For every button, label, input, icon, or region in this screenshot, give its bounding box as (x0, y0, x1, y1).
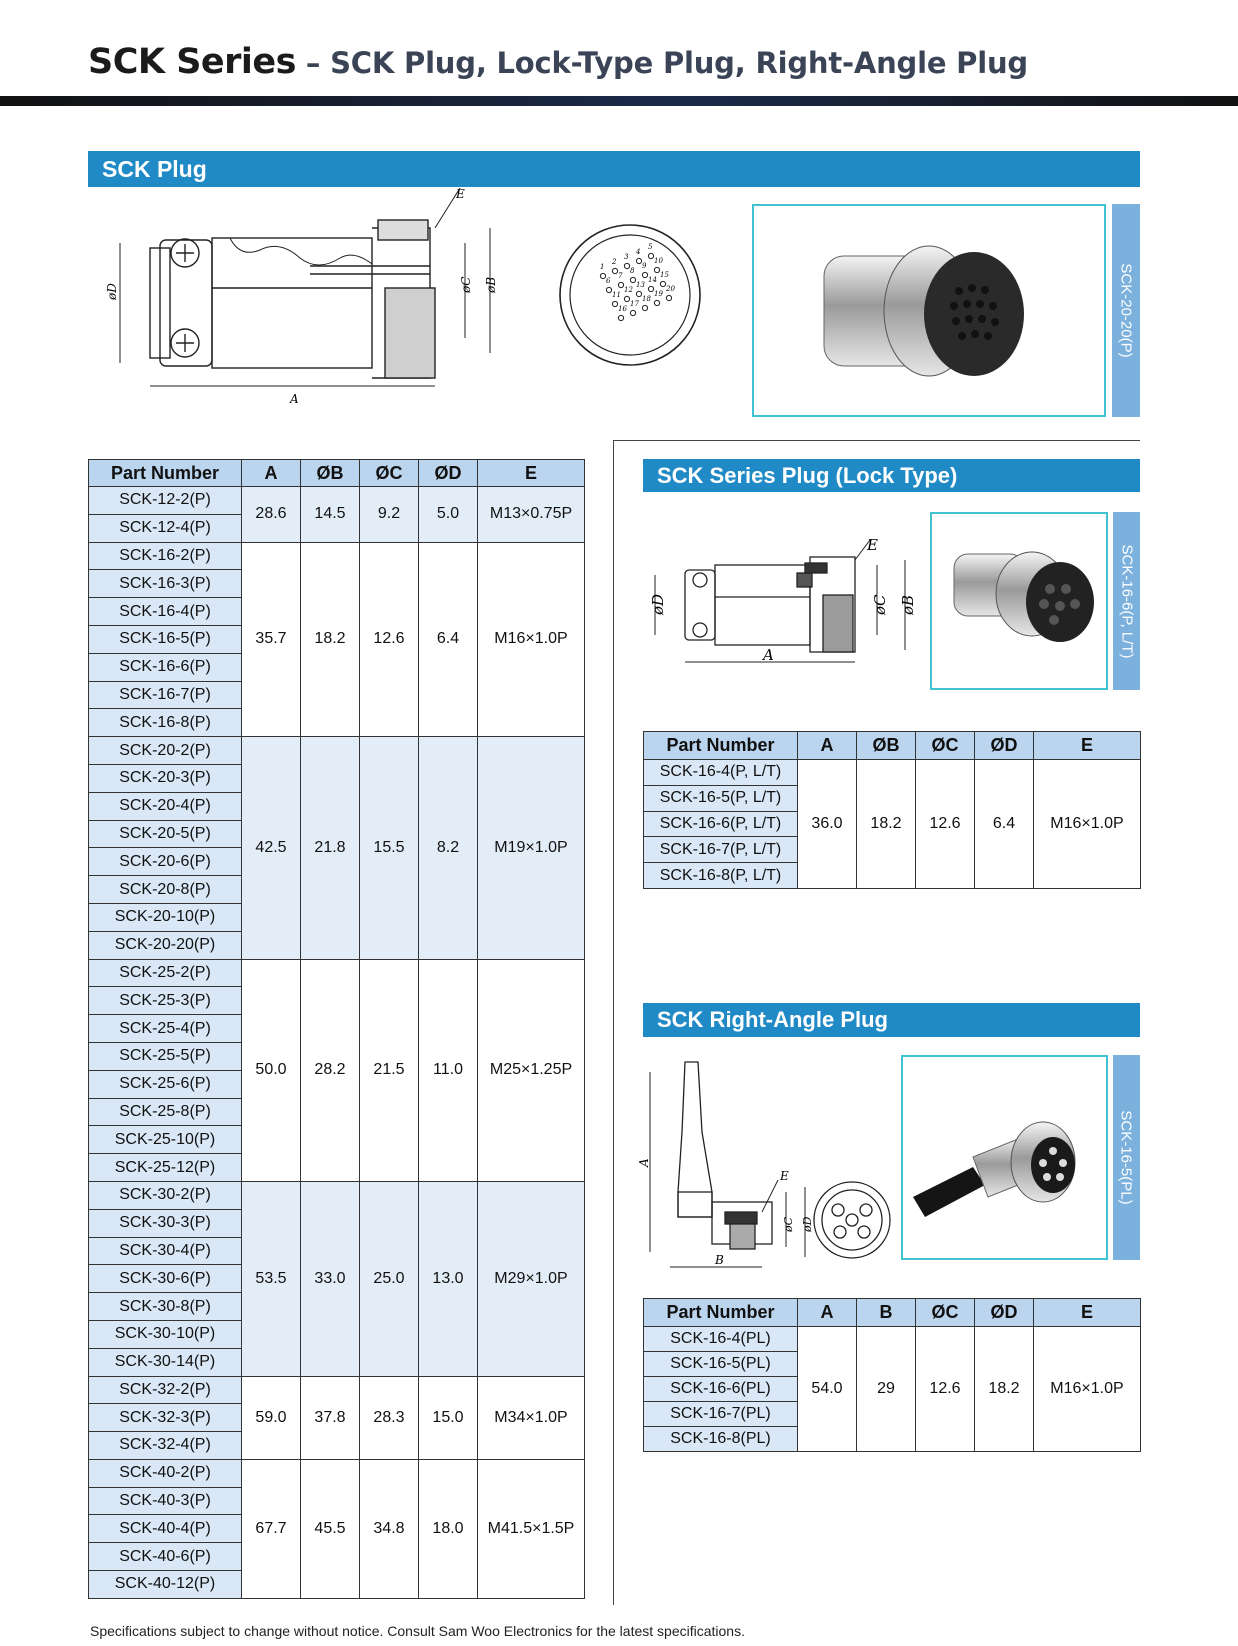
part-number-cell: SCK-16-4(P) (89, 598, 242, 626)
pin-label: 3 (624, 253, 629, 261)
col-c: ØC (916, 732, 975, 760)
pin-label: 2 (612, 258, 617, 266)
pin-hole (600, 273, 605, 278)
col-b: ØB (301, 460, 360, 487)
part-number-cell: SCK-16-7(P) (89, 681, 242, 709)
sck-plug-table (88, 459, 585, 1599)
col-c: ØC (916, 1299, 975, 1327)
part-number-cell: SCK-30-8(P) (89, 1293, 242, 1321)
part-number-cell: SCK-16-5(P) (89, 625, 242, 653)
table-row (89, 1181, 585, 1209)
column-divider (613, 440, 614, 1605)
part-number-cell: SCK-20-8(P) (89, 876, 242, 904)
table-row (89, 487, 585, 515)
spec-cell-c: 12.6 (360, 542, 419, 737)
spec-cell-b: 29 (857, 1327, 916, 1452)
part-number-cell: SCK-32-4(P) (89, 1432, 242, 1460)
spec-cell-b: 21.8 (301, 737, 360, 959)
sck-plug-photo-label-text: SCK-20-20(P) (1117, 263, 1135, 358)
spec-cell-b: 18.2 (301, 542, 360, 737)
pin-label: 6 (606, 277, 611, 285)
part-number-cell: SCK-16-7(PL) (644, 1402, 798, 1427)
spec-cell-e: M41.5×1.5P (478, 1459, 585, 1598)
plug-dim-c: øC (459, 276, 473, 293)
spec-cell-e: M19×1.0P (478, 737, 585, 959)
spec-cell-d: 18.0 (419, 1459, 478, 1598)
part-number-cell: SCK-16-8(P, L/T) (644, 863, 798, 889)
table-row (644, 760, 1141, 786)
spec-cell-a: 53.5 (242, 1181, 301, 1376)
part-number-cell: SCK-20-10(P) (89, 903, 242, 931)
lock-plug-table (643, 731, 1141, 889)
right-angle-table (643, 1298, 1141, 1452)
part-number-cell: SCK-30-10(P) (89, 1320, 242, 1348)
spec-cell-b: 45.5 (301, 1459, 360, 1598)
part-number-cell: SCK-40-2(P) (89, 1459, 242, 1487)
col-part-number: Part Number (644, 732, 798, 760)
table-header-row (644, 1299, 1141, 1327)
section-heading-sck-plug: SCK Plug (88, 151, 1140, 187)
table-row (89, 1376, 585, 1404)
col-part-number: Part Number (644, 1299, 798, 1327)
pin-hole (630, 277, 635, 282)
pin-label: 18 (642, 295, 651, 303)
part-number-cell: SCK-25-12(P) (89, 1154, 242, 1182)
pin-hole (660, 281, 665, 286)
pin-label: 12 (624, 286, 633, 294)
pin-label: 9 (642, 262, 647, 270)
part-number-cell: SCK-25-2(P) (89, 959, 242, 987)
right-angle-photo-art (903, 1057, 1106, 1258)
pin-label: 8 (630, 267, 635, 275)
right-angle-photo-label-text: SCK-16-5(PL) (1118, 1110, 1136, 1205)
spec-cell-e: M16×1.0P (1034, 1327, 1141, 1452)
pin-label: 17 (630, 300, 639, 308)
title-rule (0, 96, 1238, 106)
pin-hole (636, 291, 641, 296)
spec-cell-b: 33.0 (301, 1181, 360, 1376)
spec-cell-d: 5.0 (419, 487, 478, 543)
table-header-row (89, 460, 585, 487)
part-number-cell: SCK-25-10(P) (89, 1126, 242, 1154)
pin-hole (654, 300, 659, 305)
part-number-cell: SCK-25-3(P) (89, 987, 242, 1015)
part-number-cell: SCK-16-6(P, L/T) (644, 811, 798, 837)
plug-dim-b: øB (484, 276, 498, 293)
spec-cell-c: 25.0 (360, 1181, 419, 1376)
col-a: A (242, 460, 301, 487)
pin-hole (654, 267, 659, 272)
part-number-cell: SCK-20-6(P) (89, 848, 242, 876)
part-number-cell: SCK-16-6(PL) (644, 1377, 798, 1402)
part-number-cell: SCK-16-3(P) (89, 570, 242, 598)
part-number-cell: SCK-16-4(PL) (644, 1327, 798, 1352)
spec-cell-e: M29×1.0P (478, 1181, 585, 1376)
ra-dim-a: A (637, 1158, 651, 1167)
lock-plug-photo-label (1113, 512, 1140, 690)
pin-label: 14 (648, 276, 657, 284)
spec-cell-c: 12.6 (916, 1327, 975, 1452)
table-row (89, 1459, 585, 1487)
pin-hole (612, 268, 617, 273)
lock-dim-e: E (867, 536, 878, 554)
part-number-cell: SCK-16-8(P) (89, 709, 242, 737)
right-angle-photo (901, 1055, 1108, 1260)
col-e: E (1034, 732, 1141, 760)
part-number-cell: SCK-20-2(P) (89, 737, 242, 765)
lock-dim-b: øB (899, 594, 917, 615)
part-number-cell: SCK-16-2(P) (89, 542, 242, 570)
pin-hole (612, 301, 617, 306)
spec-cell-c: 34.8 (360, 1459, 419, 1598)
col-a: A (798, 732, 857, 760)
lock-dim-c: øC (871, 594, 889, 615)
part-number-cell: SCK-40-12(P) (89, 1571, 242, 1599)
col-a: A (798, 1299, 857, 1327)
spec-cell-b: 14.5 (301, 487, 360, 543)
column-divider-top (613, 440, 1140, 441)
pin-hole (624, 263, 629, 268)
pin-label: 10 (654, 257, 663, 265)
page-title-series: SCK Series (88, 42, 296, 82)
table-row (89, 737, 585, 765)
part-number-cell: SCK-30-3(P) (89, 1209, 242, 1237)
col-b: B (857, 1299, 916, 1327)
sck-plug-drawing (105, 187, 550, 413)
col-e: E (478, 460, 585, 487)
part-number-cell: SCK-25-8(P) (89, 1098, 242, 1126)
table-row (89, 959, 585, 987)
part-number-cell: SCK-12-2(P) (89, 487, 242, 515)
table-header-row (644, 732, 1141, 760)
pin-hole (642, 305, 647, 310)
pin-hole (606, 287, 611, 292)
part-number-cell: SCK-40-6(P) (89, 1543, 242, 1571)
col-part-number: Part Number (89, 460, 242, 487)
col-d: ØD (975, 1299, 1034, 1327)
spec-cell-c: 28.3 (360, 1376, 419, 1459)
section-heading-right-angle: SCK Right-Angle Plug (643, 1003, 1140, 1037)
part-number-cell: SCK-16-4(P, L/T) (644, 760, 798, 786)
part-number-cell: SCK-40-3(P) (89, 1487, 242, 1515)
spec-cell-a: 35.7 (242, 542, 301, 737)
pin-label: 15 (660, 271, 669, 279)
spec-cell-e: M16×1.0P (1034, 760, 1141, 889)
spec-cell-d: 6.4 (975, 760, 1034, 889)
plug-dim-a: A (290, 392, 299, 406)
ra-dim-d: øD (801, 1216, 814, 1232)
spec-cell-e: M13×0.75P (478, 487, 585, 543)
lock-plug-drawing (645, 535, 925, 670)
plug-dim-e: E (456, 187, 465, 201)
lock-plug-photo (930, 512, 1108, 690)
pin-hole (642, 272, 647, 277)
right-angle-photo-label (1113, 1055, 1140, 1260)
part-number-cell: SCK-12-4(P) (89, 514, 242, 542)
page-title (88, 42, 1028, 82)
ra-dim-b: B (715, 1253, 724, 1267)
spec-cell-b: 28.2 (301, 959, 360, 1181)
col-b: ØB (857, 732, 916, 760)
pin-hole (618, 282, 623, 287)
part-number-cell: SCK-16-5(PL) (644, 1352, 798, 1377)
part-number-cell: SCK-30-4(P) (89, 1237, 242, 1265)
part-number-cell: SCK-30-6(P) (89, 1265, 242, 1293)
pin-face-drawing (555, 210, 705, 380)
spec-cell-d: 15.0 (419, 1376, 478, 1459)
spec-cell-e: M34×1.0P (478, 1376, 585, 1459)
part-number-cell: SCK-20-3(P) (89, 764, 242, 792)
pin-hole (648, 253, 653, 258)
spec-cell-d: 11.0 (419, 959, 478, 1181)
part-number-cell: SCK-16-6(P) (89, 653, 242, 681)
pin-label: 1 (600, 263, 605, 271)
spec-cell-a: 42.5 (242, 737, 301, 959)
part-number-cell: SCK-25-4(P) (89, 1015, 242, 1043)
sck-plug-photo-art (754, 206, 1104, 415)
pin-label: 7 (618, 272, 623, 280)
spec-cell-d: 18.2 (975, 1327, 1034, 1452)
spec-cell-c: 21.5 (360, 959, 419, 1181)
spec-cell-a: 36.0 (798, 760, 857, 889)
spec-cell-a: 28.6 (242, 487, 301, 543)
spec-cell-b: 18.2 (857, 760, 916, 889)
sck-plug-photo-label (1112, 204, 1140, 417)
spec-cell-e: M25×1.25P (478, 959, 585, 1181)
col-c: ØC (360, 460, 419, 487)
spec-cell-a: 50.0 (242, 959, 301, 1181)
spec-cell-d: 6.4 (419, 542, 478, 737)
col-d: ØD (419, 460, 478, 487)
pin-hole (648, 286, 653, 291)
spec-cell-d: 8.2 (419, 737, 478, 959)
part-number-cell: SCK-16-5(P, L/T) (644, 785, 798, 811)
pin-label: 11 (612, 291, 621, 299)
part-number-cell: SCK-20-20(P) (89, 931, 242, 959)
table-row (89, 542, 585, 570)
pin-label: 16 (618, 305, 627, 313)
spec-cell-a: 54.0 (798, 1327, 857, 1452)
plug-dim-d: øD (105, 283, 119, 300)
pin-label: 20 (666, 285, 675, 293)
part-number-cell: SCK-20-4(P) (89, 792, 242, 820)
part-number-cell: SCK-32-2(P) (89, 1376, 242, 1404)
page-title-subtitle: – SCK Plug, Lock-Type Plug, Right-Angle Plug (295, 46, 1028, 80)
ra-dim-e: E (780, 1169, 789, 1183)
spec-cell-c: 12.6 (916, 760, 975, 889)
lock-dim-d: øD (649, 593, 667, 615)
pin-label: 4 (636, 248, 641, 256)
spec-cell-b: 37.8 (301, 1376, 360, 1459)
pin-hole (618, 315, 623, 320)
lock-plug-photo-art (932, 514, 1106, 688)
pin-label: 5 (648, 243, 653, 251)
spec-cell-e: M16×1.0P (478, 542, 585, 737)
spec-cell-a: 67.7 (242, 1459, 301, 1598)
spec-cell-a: 59.0 (242, 1376, 301, 1459)
part-number-cell: SCK-30-2(P) (89, 1181, 242, 1209)
col-e: E (1034, 1299, 1141, 1327)
part-number-cell: SCK-30-14(P) (89, 1348, 242, 1376)
pin-label: 13 (636, 281, 645, 289)
pin-hole (666, 295, 671, 300)
pin-label: 19 (654, 290, 663, 298)
table-row (644, 1327, 1141, 1352)
ra-dim-c: øC (782, 1216, 795, 1232)
part-number-cell: SCK-25-5(P) (89, 1042, 242, 1070)
spec-cell-d: 13.0 (419, 1181, 478, 1376)
sck-plug-photo (752, 204, 1106, 417)
spec-cell-c: 15.5 (360, 737, 419, 959)
lock-dim-a: A (763, 646, 774, 664)
footer-note: Specifications subject to change without notice. Consult Sam Woo Electronics for the latest specifications. (90, 1623, 745, 1639)
section-heading-lock-type: SCK Series Plug (Lock Type) (643, 459, 1140, 492)
spec-cell-c: 9.2 (360, 487, 419, 543)
part-number-cell: SCK-32-3(P) (89, 1404, 242, 1432)
pin-hole (624, 296, 629, 301)
part-number-cell: SCK-16-8(PL) (644, 1427, 798, 1452)
part-number-cell: SCK-40-4(P) (89, 1515, 242, 1543)
right-angle-drawing (637, 1052, 900, 1282)
pin-hole (630, 310, 635, 315)
part-number-cell: SCK-16-7(P, L/T) (644, 837, 798, 863)
part-number-cell: SCK-25-6(P) (89, 1070, 242, 1098)
pin-hole (636, 258, 641, 263)
part-number-cell: SCK-20-5(P) (89, 820, 242, 848)
lock-plug-photo-label-text: SCK-16-6(P, L/T) (1118, 544, 1135, 658)
col-d: ØD (975, 732, 1034, 760)
